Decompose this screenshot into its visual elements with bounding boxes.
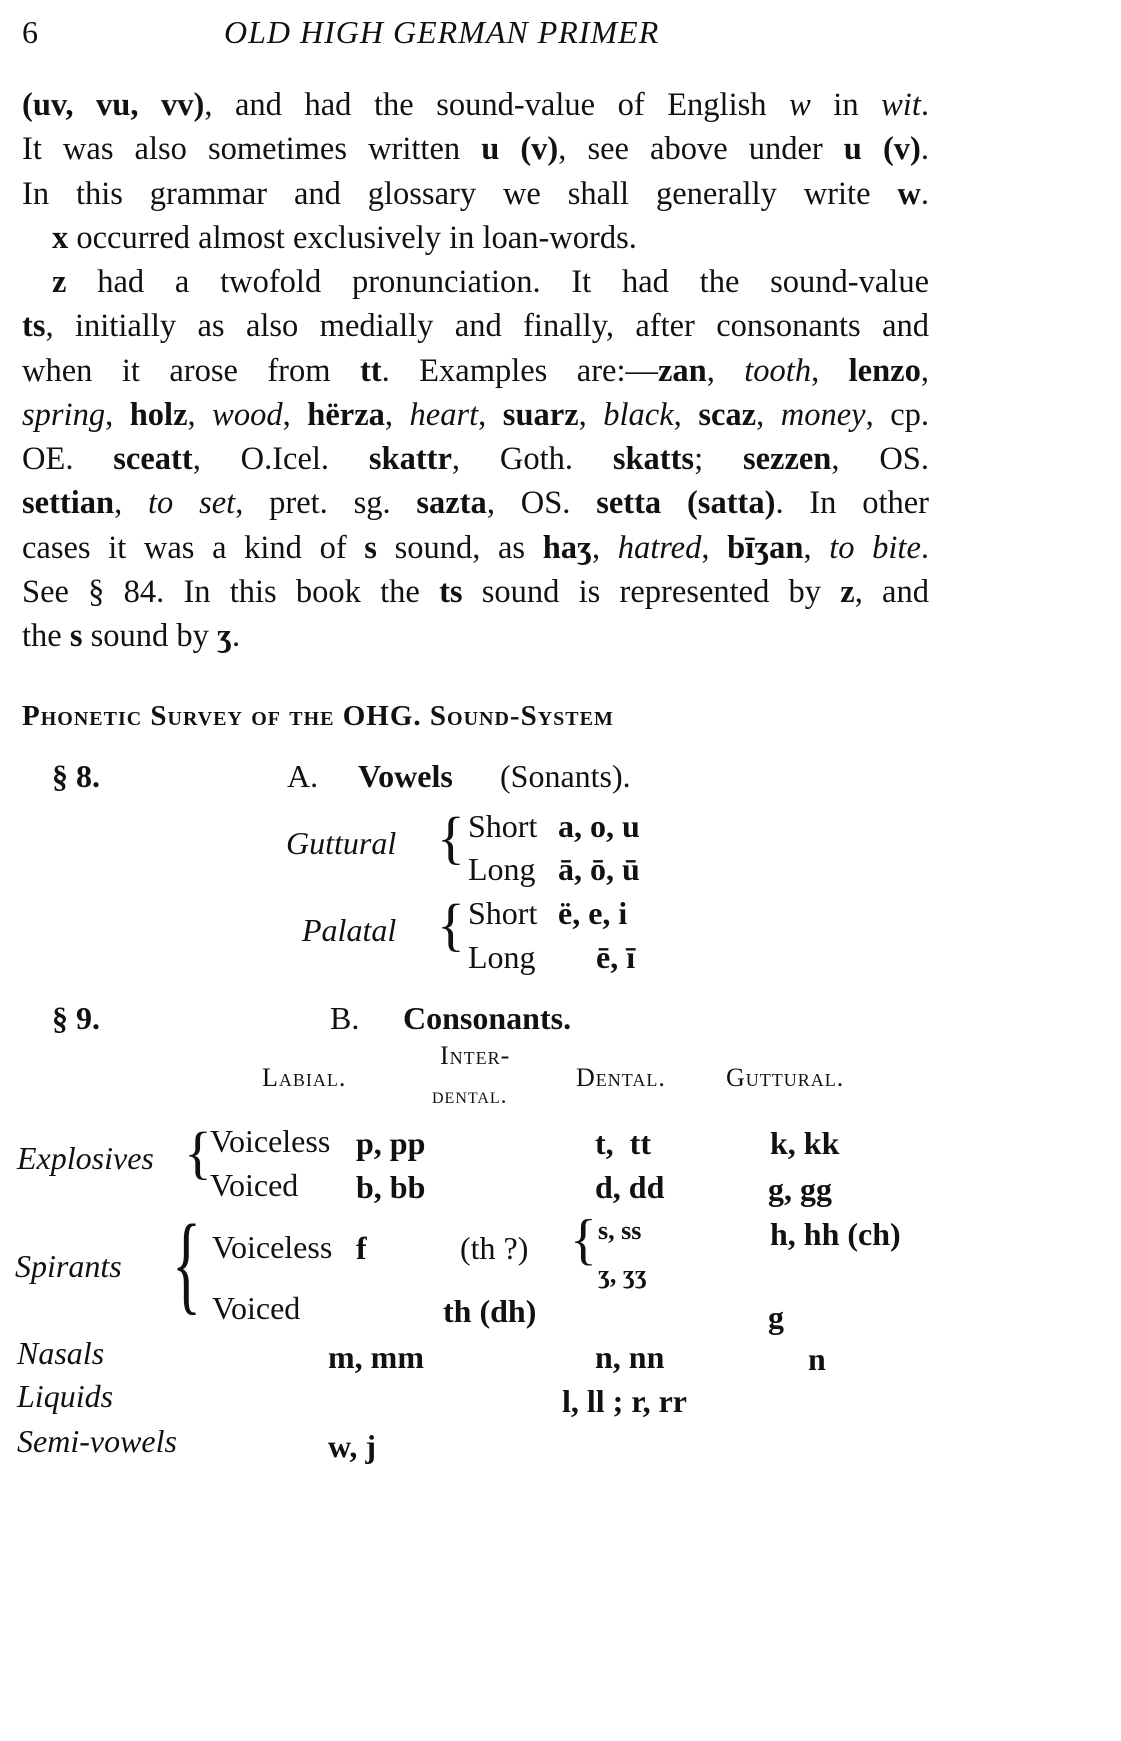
text-run: in: [810, 87, 882, 123]
bold-term: w: [897, 176, 921, 212]
body-line: [22, 87, 929, 124]
explosives-voiceless-labial: p, pp: [356, 1125, 426, 1161]
body-line: [22, 618, 929, 655]
bold-term: sazta: [416, 485, 487, 521]
nasals-labial: m, mm: [328, 1339, 424, 1375]
bold-term: ts: [22, 308, 46, 344]
spirants-brace: {: [172, 1202, 202, 1324]
bold-term: scaz: [698, 397, 757, 433]
explosives-label: Explosives: [17, 1140, 154, 1176]
text-run: when it arose from: [22, 353, 360, 389]
vowels-label: A.: [287, 758, 319, 794]
body-line: [22, 485, 929, 522]
bold-term: holz: [129, 397, 188, 433]
text-run: , initially as also medially and finally, after consonants and: [45, 308, 929, 344]
consonants-label: B.: [330, 1000, 360, 1036]
text-run: ,: [591, 530, 618, 566]
body-line: [22, 308, 929, 345]
text-run: . In other: [775, 485, 930, 521]
guttural-long-label: Long: [468, 851, 536, 887]
palatal-brace: {: [437, 892, 465, 957]
text-run: ,: [384, 397, 410, 433]
col-labial: Labial.: [262, 1063, 347, 1092]
bold-term: s: [69, 618, 83, 654]
section-9-number: § 9.: [52, 1000, 100, 1036]
text-run: sound is represented by: [462, 574, 841, 610]
body-line: [22, 176, 929, 213]
body-line: [22, 397, 929, 434]
bold-term: sezzen: [742, 441, 832, 477]
text-run: ,: [478, 397, 503, 433]
text-run: .: [920, 530, 930, 566]
text-run: ,: [706, 353, 745, 389]
explosives-voiced-guttural: g, gg: [768, 1171, 832, 1207]
bold-term: setta (satta): [596, 485, 776, 521]
bold-term: s: [364, 530, 377, 566]
italic-gloss: money: [780, 397, 866, 433]
italic-gloss: to bite: [829, 530, 921, 566]
bold-term: suarz: [502, 397, 579, 433]
bold-term: z: [52, 264, 67, 300]
nasals-dental: n, nn: [595, 1339, 665, 1375]
text-run: sound by: [82, 618, 218, 654]
text-run: , and: [854, 574, 929, 610]
italic-gloss: black: [603, 397, 674, 433]
bold-term: hërza: [307, 397, 385, 433]
bold-term: skattr: [368, 441, 452, 477]
vowels-title: Vowels: [358, 758, 453, 794]
spirants-voiced-label: Voiced: [212, 1290, 301, 1326]
section-8-number: § 8.: [52, 758, 100, 794]
italic-gloss: to set: [148, 485, 236, 521]
spirants-voiceless-dental-2: ʒ, ʒʒ: [598, 1260, 647, 1289]
body-line: [22, 353, 929, 390]
text-run: ,: [701, 530, 728, 566]
text-run: .: [920, 87, 929, 123]
body-line: [22, 441, 929, 478]
body-line: [22, 574, 929, 611]
text-run: , OS.: [486, 485, 597, 521]
text-run: . Examples are:—: [381, 353, 658, 389]
palatal-long-vowels: ē, ī: [596, 939, 636, 975]
liquids-label: Liquids: [17, 1378, 114, 1414]
bold-term: bīʒan: [727, 530, 804, 566]
text-run: occurred almost exclusively in loan-words.: [68, 220, 637, 256]
bold-term: tt: [359, 353, 382, 389]
spirants-label: Spirants: [15, 1248, 122, 1284]
text-run: See § 84. In this book the: [22, 574, 440, 610]
palatal-short-label: Short: [468, 895, 538, 931]
text-run: ,: [920, 353, 929, 389]
page-number: 6: [22, 14, 38, 50]
bold-term: haʒ: [542, 530, 592, 566]
text-run: ,: [105, 397, 130, 433]
explosives-voiced-label: Voiced: [210, 1167, 299, 1203]
bold-term: lenzo: [848, 353, 921, 389]
text-run: , pret. sg.: [235, 485, 417, 521]
guttural-brace: {: [437, 805, 465, 870]
text-run: OE.: [22, 441, 114, 477]
guttural-vowels-label: Guttural: [286, 825, 397, 861]
italic-gloss: w: [789, 87, 811, 123]
text-run: ,: [578, 397, 604, 433]
bold-term: u (v): [843, 131, 921, 167]
explosives-voiced-labial: b, bb: [356, 1169, 426, 1205]
text-run: , OS.: [831, 441, 930, 477]
body-line: [22, 530, 929, 567]
text-run: , see above under: [558, 131, 844, 167]
text-run: , cp.: [865, 397, 930, 433]
guttural-short-vowels: a, o, u: [558, 808, 640, 844]
text-run: , and had the sound-value of English: [204, 87, 790, 123]
guttural-short-label: Short: [468, 808, 538, 844]
consonants-title: Consonants.: [403, 1000, 572, 1036]
bold-term: ts: [439, 574, 463, 610]
text-run: In this grammar and glossary we shall generally write: [22, 176, 898, 212]
spirants-voiceless-dental-1: s, ss: [598, 1216, 642, 1245]
section-heading: Phonetic Survey of the OHG. Sound-System: [22, 700, 614, 732]
explosives-voiceless-label: Voiceless: [210, 1123, 331, 1159]
nasals-label: Nasals: [17, 1335, 105, 1371]
text-run: ,: [282, 397, 308, 433]
semivowels-label: Semi-vowels: [17, 1423, 177, 1459]
text-run: had a twofold pronunciation. It had the sound-value: [66, 264, 929, 300]
palatal-short-vowels: ë, e, i: [558, 895, 628, 931]
text-run: It was also sometimes written: [22, 131, 482, 167]
nasals-guttural: n: [808, 1341, 826, 1377]
bold-term: settian: [22, 485, 115, 521]
explosives-voiceless-dental: t, tt: [595, 1125, 651, 1161]
italic-gloss: tooth: [744, 353, 812, 389]
bold-term: x: [52, 220, 69, 256]
running-title: OLD HIGH GERMAN PRIMER: [224, 14, 660, 50]
vowels-subtitle: (Sonants).: [500, 758, 631, 794]
body-line: [52, 264, 929, 301]
spirants-voiced-guttural: g: [768, 1299, 784, 1335]
guttural-long-vowels: ā, ō, ū: [558, 851, 640, 887]
text-run: ,: [756, 397, 781, 433]
spirants-voiceless-labial: f: [356, 1230, 367, 1266]
col-dental: Dental.: [576, 1063, 666, 1092]
text-run: sound, as: [376, 530, 543, 566]
bold-term: sceatt: [113, 441, 193, 477]
italic-gloss: wit: [881, 87, 921, 123]
bold-term: z: [840, 574, 855, 610]
col-interdental-2: dental.: [432, 1083, 508, 1108]
text-run: ,: [811, 353, 849, 389]
body-line: [22, 131, 929, 168]
semivowels-labial: w, j: [328, 1428, 376, 1464]
text-run: .: [231, 618, 241, 654]
spirants-voiced-interdental: th (dh): [443, 1293, 537, 1329]
text-run: the: [22, 618, 70, 654]
italic-gloss: spring: [22, 397, 106, 433]
bold-term: u (v): [481, 131, 559, 167]
italic-gloss: heart: [409, 397, 479, 433]
liquids-dental: l, ll ; r, rr: [562, 1383, 687, 1419]
text-run: ,: [187, 397, 213, 433]
bold-term: (uv, vu, vv): [22, 87, 205, 123]
text-run: ,: [803, 530, 830, 566]
text-run: ,: [114, 485, 149, 521]
palatal-vowels-label: Palatal: [302, 912, 397, 948]
palatal-long-label: Long: [468, 939, 536, 975]
spirants-dental-brace: {: [570, 1209, 597, 1271]
text-run: .: [920, 131, 929, 167]
text-run: , Goth.: [451, 441, 613, 477]
col-interdental-1: Inter-: [440, 1041, 511, 1070]
col-guttural: Guttural.: [726, 1063, 845, 1092]
explosives-brace: {: [184, 1120, 212, 1185]
bold-term: zan: [657, 353, 707, 389]
bold-term: ʒ: [217, 618, 232, 654]
text-run: .: [920, 176, 929, 212]
text-run: ,: [673, 397, 699, 433]
explosives-voiceless-guttural: k, kk: [770, 1125, 840, 1161]
spirants-voiceless-guttural: h, hh (ch): [770, 1216, 901, 1252]
italic-gloss: hatred: [617, 530, 702, 566]
body-line: [52, 220, 929, 257]
spirants-voiceless-label: Voiceless: [212, 1229, 333, 1265]
explosives-voiced-dental: d, dd: [595, 1169, 665, 1205]
bold-term: skatts: [612, 441, 695, 477]
text-run: cases it was a kind of: [22, 530, 365, 566]
italic-gloss: wood: [212, 397, 283, 433]
text-run: , O.Icel.: [192, 441, 369, 477]
text-run: ;: [694, 441, 743, 477]
spirants-voiceless-interdental: (th ?): [460, 1230, 529, 1266]
